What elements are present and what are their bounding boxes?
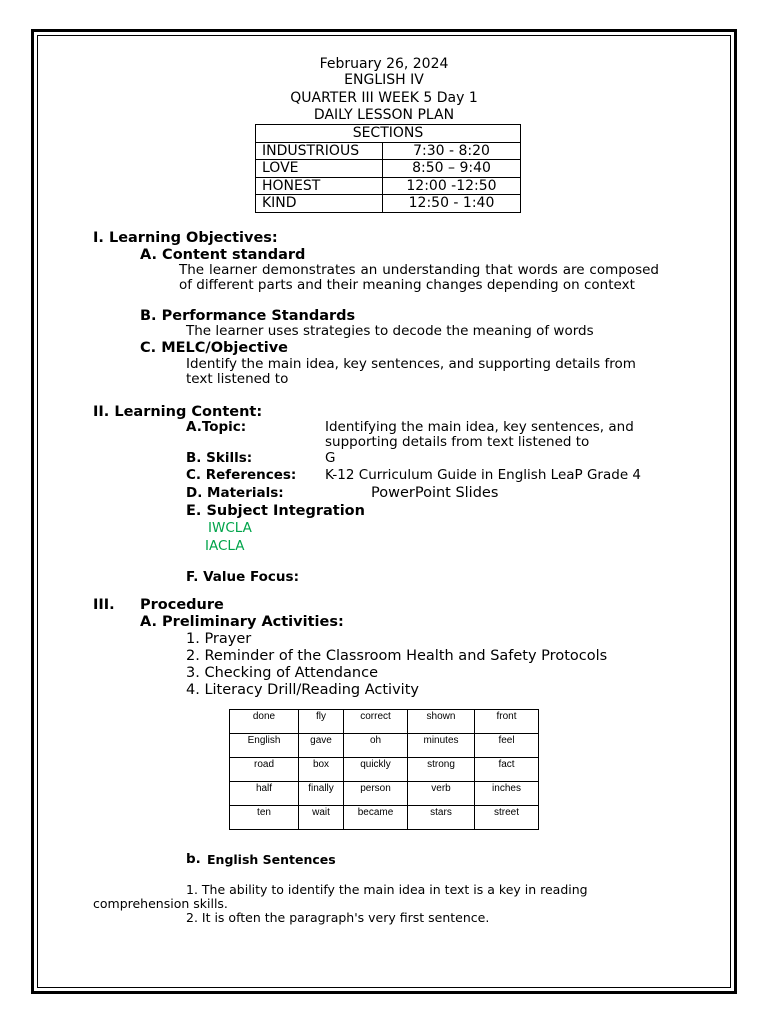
section-name: INDUSTRIOUS — [256, 142, 383, 160]
sentence-1-line2: comprehension skills. — [93, 896, 228, 911]
performance-standards-text: The learner uses strategies to decode the meaning of words — [186, 323, 594, 339]
activity-item: 1. Prayer — [186, 631, 252, 647]
value-focus-label: F. Value Focus: — [186, 569, 299, 585]
subject-title: ENGLISH IV — [344, 72, 424, 88]
table-row — [230, 734, 539, 758]
topic-value-line1: Identifying the main idea, key sentences, and — [325, 419, 634, 435]
drill-word: fly — [299, 710, 344, 734]
materials-label: D. Materials: — [186, 485, 284, 501]
activity-item: 2. Reminder of the Classroom Health and Safety Protocols — [186, 648, 608, 664]
table-row — [230, 758, 539, 782]
table-row — [230, 710, 539, 734]
drill-word: gave — [299, 734, 344, 758]
sentence-1-line1: 1. The ability to identify the main idea in text is a key in reading — [186, 882, 588, 897]
drill-word: verb — [408, 782, 475, 806]
drill-word: box — [299, 758, 344, 782]
activity-item: 3. Checking of Attendance — [186, 665, 378, 681]
drill-word: oh — [344, 734, 408, 758]
drill-word: shown — [408, 710, 475, 734]
section-name: KIND — [256, 195, 383, 213]
drill-word: fact — [475, 758, 539, 782]
table-row — [256, 160, 521, 178]
sentence-2: 2. It is often the paragraph's very first sentence. — [186, 910, 490, 925]
drill-word: minutes — [408, 734, 475, 758]
drill-word: feel — [475, 734, 539, 758]
procedure-heading: Procedure — [140, 597, 224, 613]
table-row — [230, 806, 539, 830]
drill-word: inches — [475, 782, 539, 806]
drill-word: finally — [299, 782, 344, 806]
lesson-date: February 26, 2024 — [319, 56, 449, 72]
content-standard-heading: A. Content standard — [140, 247, 306, 263]
table-row — [256, 142, 521, 160]
drill-word: correct — [344, 710, 408, 734]
table-row — [256, 177, 521, 195]
section-time: 8:50 – 9:40 — [383, 160, 521, 178]
content-heading: II. Learning Content: — [93, 404, 263, 420]
section-name: HONEST — [256, 177, 383, 195]
references-label: C. References: — [186, 467, 297, 483]
sentences-letter: b. — [186, 851, 201, 867]
objectives-heading: I. Learning Objectives: — [93, 230, 278, 246]
drill-word: wait — [299, 806, 344, 830]
activity-item: 4. Literacy Drill/Reading Activity — [186, 682, 419, 698]
integration-item: IWCLA — [208, 520, 252, 536]
melc-heading: C. MELC/Objective — [140, 340, 289, 356]
sentences-heading: English Sentences — [207, 852, 336, 867]
drill-word: quickly — [344, 758, 408, 782]
preliminary-heading: A. Preliminary Activities: — [140, 614, 344, 630]
drill-word: strong — [408, 758, 475, 782]
drill-word: road — [230, 758, 299, 782]
procedure-numeral: III. — [93, 597, 115, 613]
skills-value: G — [325, 450, 336, 466]
topic-label: A.Topic: — [186, 419, 247, 435]
drill-word: ten — [230, 806, 299, 830]
drill-word-table — [229, 709, 539, 830]
drill-word: stars — [408, 806, 475, 830]
drill-word: front — [475, 710, 539, 734]
section-time: 12:00 -12:50 — [383, 177, 521, 195]
section-time: 7:30 - 8:20 — [383, 142, 521, 160]
references-value: K-12 Curriculum Guide in English LeaP Grade 4 — [325, 467, 642, 483]
sections-table-heading: SECTIONS — [256, 125, 521, 143]
drill-word: street — [475, 806, 539, 830]
topic-value-line2: supporting details from text listened to — [325, 434, 590, 450]
integration-item: IACLA — [205, 538, 245, 554]
section-time: 12:50 - 1:40 — [383, 195, 521, 213]
drill-word: half — [230, 782, 299, 806]
section-name: LOVE — [256, 160, 383, 178]
table-row — [256, 195, 521, 213]
drill-word: done — [230, 710, 299, 734]
melc-text: Identify the main idea, key sentences, and supporting details from text listened to — [186, 356, 636, 387]
content-standard-text: The learner demonstrates an understanding that words are composed of different parts and their meaning changes depending on context — [179, 262, 659, 293]
drill-word: English — [230, 734, 299, 758]
skills-label: B. Skills: — [186, 450, 253, 466]
drill-word: person — [344, 782, 408, 806]
sections-table — [255, 124, 521, 213]
drill-word: became — [344, 806, 408, 830]
subject-integration-label: E. Subject Integration — [186, 503, 365, 519]
doc-type-title: DAILY LESSON PLAN — [313, 107, 455, 123]
materials-value: PowerPoint Slides — [371, 485, 499, 501]
quarter-title: QUARTER III WEEK 5 Day 1 — [290, 90, 478, 106]
performance-standards-heading: B. Performance Standards — [140, 308, 356, 324]
table-row — [230, 782, 539, 806]
